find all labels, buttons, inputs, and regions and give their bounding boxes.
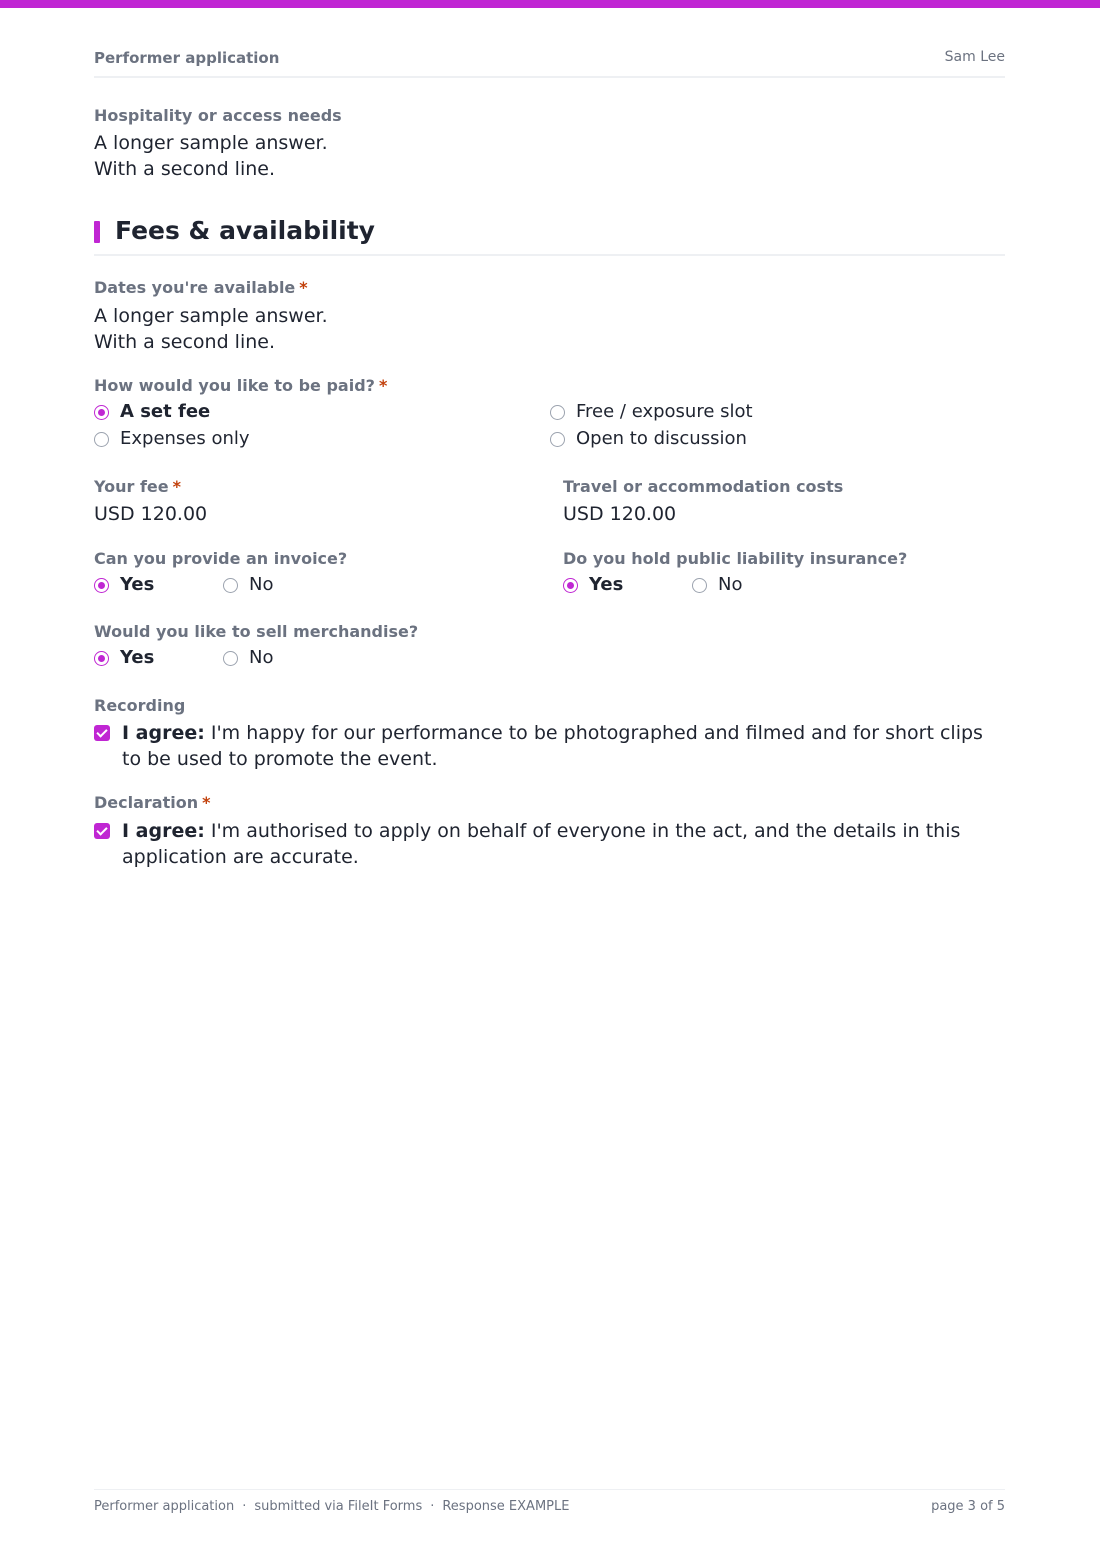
footer-separator: · (242, 1499, 247, 1514)
radio-label: Yes (120, 647, 155, 668)
fee-value: USD 120.00 (94, 503, 208, 525)
hospitality-value: A longer sample answer. With a second line. (94, 132, 328, 180)
top-accent-bar (0, 0, 1100, 8)
insurance-label: Do you hold public liability insurance? (563, 549, 908, 568)
recording-label: Recording (94, 696, 186, 715)
radio-label: No (249, 647, 274, 668)
recording-consent-text (122, 720, 1005, 772)
fee-label (94, 477, 181, 496)
radio-label: No (718, 574, 743, 595)
radio-icon (94, 578, 109, 593)
radio-icon (94, 432, 109, 447)
radio-label: Yes (120, 574, 155, 595)
section-accent-bar (94, 221, 100, 243)
radio-label: Open to discussion (576, 428, 747, 449)
radio-icon (94, 651, 109, 666)
section-title: Fees & availability (115, 216, 375, 245)
agree-label: I agree: (122, 722, 205, 744)
header-doc-title: Performer application (94, 49, 280, 67)
footer-response-id: Response EXAMPLE (442, 1499, 570, 1514)
fee-label-text: Your fee (94, 477, 169, 496)
dates-label-text: Dates you're available (94, 278, 296, 297)
dates-value: A longer sample answer. With a second line. (94, 305, 328, 353)
radio-icon (550, 405, 565, 420)
agree-label: I agree: (122, 820, 205, 842)
declaration-label-text: Declaration (94, 793, 199, 812)
footer-form-name: Performer application (94, 1499, 235, 1514)
radio-label: Yes (589, 574, 624, 595)
merch-label: Would you like to sell merchandise? (94, 622, 419, 641)
hospitality-label-text: Hospitality or access needs (94, 106, 342, 125)
running-footer (94, 1489, 1005, 1520)
dates-label (94, 278, 308, 297)
travel-label: Travel or accommodation costs (563, 477, 844, 496)
radio-label: Free / exposure slot (576, 401, 753, 422)
radio-label: A set fee (120, 401, 211, 422)
radio-icon (563, 578, 578, 593)
radio-label: No (249, 574, 274, 595)
radio-icon (223, 578, 238, 593)
footer-separator: · (430, 1499, 435, 1514)
payment-label (94, 376, 387, 395)
radio-icon (94, 405, 109, 420)
recording-text: I'm happy for our performance to be photographed and filmed and for short clips to be used to promote the event. (122, 722, 983, 770)
footer-submitted: submitted via FileIt Forms (254, 1499, 423, 1514)
running-header (94, 49, 1005, 78)
radio-icon (692, 578, 707, 593)
radio-icon (223, 651, 238, 666)
declaration-consent-text (122, 818, 1005, 870)
declaration-text: I'm authorised to apply on behalf of everyone in the act, and the details in this application are accurate. (122, 820, 961, 868)
travel-value: USD 120.00 (563, 503, 677, 525)
checkbox-checked-icon[interactable] (94, 823, 110, 839)
radio-label: Expenses only (120, 428, 250, 449)
required-marker: * (202, 793, 211, 812)
section-heading (94, 214, 1005, 256)
footer-page-number: page 3 of 5 (931, 1499, 1005, 1514)
required-marker: * (172, 477, 181, 496)
footer-left (94, 1499, 569, 1514)
checkbox-checked-icon[interactable] (94, 725, 110, 741)
declaration-label (94, 793, 210, 812)
payment-label-text: How would you like to be paid? (94, 376, 375, 395)
invoice-label: Can you provide an invoice? (94, 549, 348, 568)
hospitality-label (94, 106, 342, 125)
required-marker: * (378, 376, 388, 395)
header-applicant-name: Sam Lee (944, 49, 1005, 65)
radio-icon (550, 432, 565, 447)
required-marker: * (299, 278, 308, 297)
